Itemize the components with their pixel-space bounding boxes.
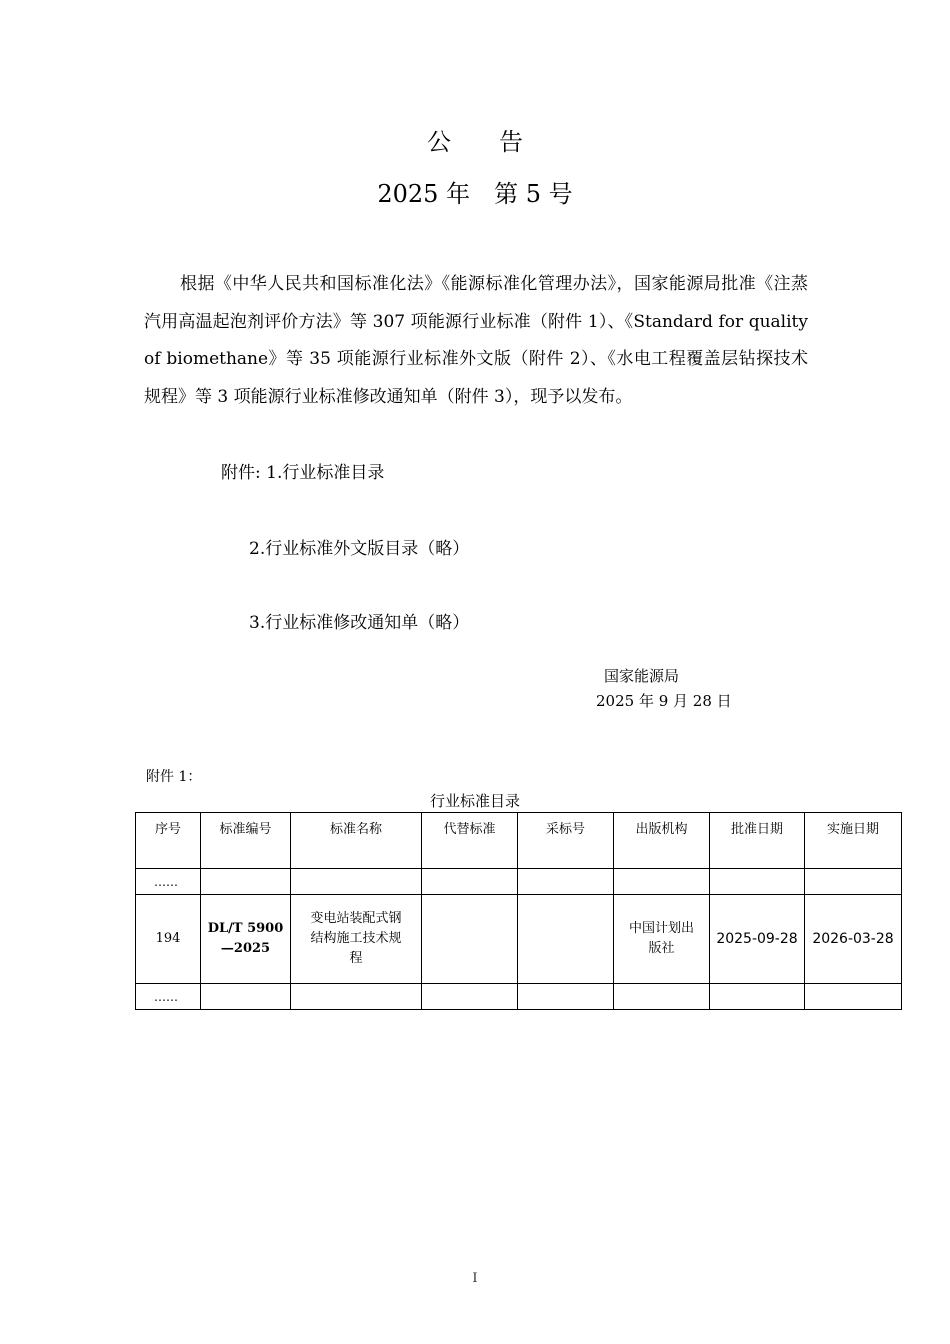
ellipsis-cell: …… bbox=[136, 984, 201, 1010]
table-row bbox=[136, 895, 902, 984]
col-header-publisher: 出版机构 bbox=[614, 813, 710, 869]
cell-publisher-line2: 版社 bbox=[648, 941, 675, 956]
col-header-name: 标准名称 bbox=[291, 813, 422, 869]
cell-no: 194 bbox=[136, 895, 201, 984]
cell-code bbox=[201, 895, 291, 984]
attachment-3: 3.行业标准修改通知单（略） bbox=[249, 613, 470, 633]
attachment-1: 附件: 1.行业标准目录 bbox=[221, 463, 385, 483]
cell-code-line1: DL/T 5900 bbox=[207, 921, 284, 936]
cell-adopted bbox=[518, 895, 614, 984]
table-title: 行业标准目录 bbox=[429, 792, 520, 810]
cell-approved: 2025-09-28 bbox=[710, 895, 805, 984]
attachment-2: 2.行业标准外文版目录（略） bbox=[249, 539, 470, 559]
cell-replaces bbox=[422, 895, 518, 984]
col-header-adopted: 采标号 bbox=[518, 813, 614, 869]
col-header-effective: 实施日期 bbox=[805, 813, 902, 869]
cell-publisher-line1: 中国计划出 bbox=[628, 921, 694, 936]
announcement-number: 2025 年 第 5 号 bbox=[377, 180, 573, 208]
announcement-title: 公 告 bbox=[427, 128, 523, 156]
ellipsis-cell: …… bbox=[136, 869, 201, 895]
cell-effective: 2026-03-28 bbox=[805, 895, 902, 984]
cell-name-line1: 变电站装配式钢 bbox=[310, 911, 402, 926]
announcement-body: 根据《中华人民共和国标准化法》《能源标准化管理办法》，国家能源局批准《注蒸汽用高温起泡剂评价方法》等 307 项能源行业标准（附件 1）、《Standard for quality of biomethane》等 35 项能源行业标准外文版（附件 2）、《水电工程覆盖层钻探技术规程》等 3 项能源行业标准修改通知单（附件 3），现予以发布。 bbox=[144, 274, 808, 407]
cell-name bbox=[291, 895, 422, 984]
table-row-ellipsis-top bbox=[136, 869, 902, 895]
standards-table bbox=[135, 812, 902, 1010]
cell-name-line2: 结构施工技术规 bbox=[310, 931, 402, 946]
cell-publisher bbox=[614, 895, 710, 984]
col-header-replaces: 代替标准 bbox=[422, 813, 518, 869]
annex-label: 附件 1： bbox=[146, 769, 202, 785]
cell-code-line2: —2025 bbox=[220, 941, 271, 956]
col-header-approved: 批准日期 bbox=[710, 813, 805, 869]
page-number: I bbox=[472, 1271, 478, 1286]
col-header-no: 序号 bbox=[136, 813, 201, 869]
issuer-name: 国家能源局 bbox=[604, 667, 680, 685]
cell-name-line3: 程 bbox=[349, 951, 363, 966]
table-row-ellipsis-bottom bbox=[136, 984, 902, 1010]
col-header-code: 标准编号 bbox=[201, 813, 291, 869]
table-header-row bbox=[136, 813, 902, 869]
issue-date: 2025 年 9 月 28 日 bbox=[596, 692, 732, 710]
